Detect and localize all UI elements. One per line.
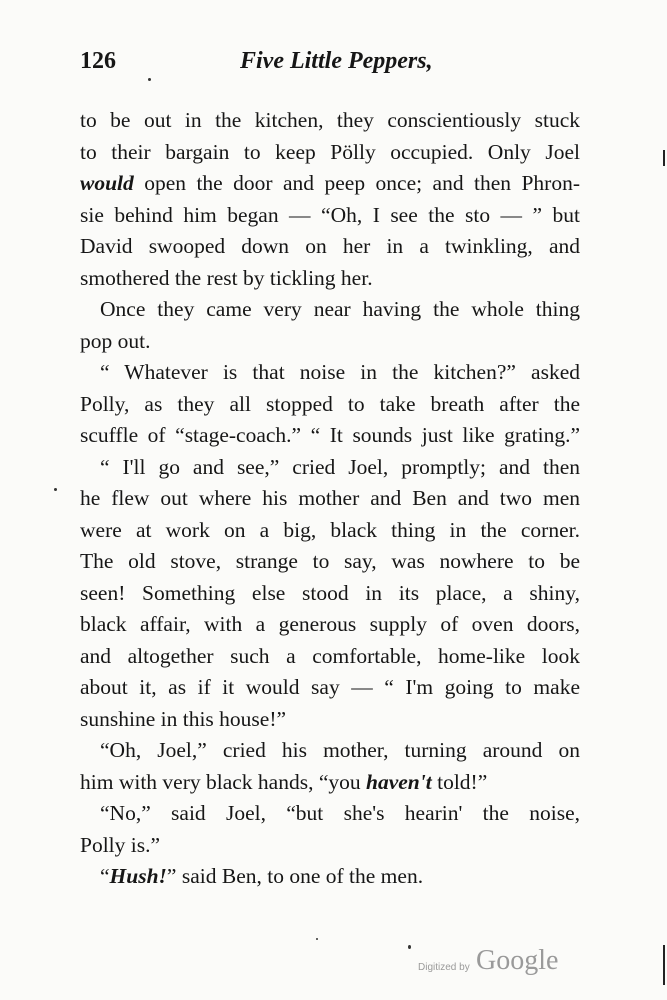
ink-speck bbox=[316, 938, 318, 940]
text-line: “ Whatever is that noise in the kitchen?” asked bbox=[100, 360, 580, 384]
text-line: pop out. bbox=[80, 328, 151, 353]
text-line: sie behind him began — “Oh, I see the sto — ” but bbox=[80, 202, 580, 227]
text-line bbox=[80, 168, 580, 200]
text-line: Polly is.” bbox=[80, 832, 161, 857]
text-line: “ I'll go and see,” cried Joel, promptly; and then bbox=[100, 454, 580, 479]
text-line-end: told!” bbox=[431, 769, 488, 794]
text-line: black affair, with a generous supply of oven doors, bbox=[80, 612, 580, 636]
text-line: scuffle of “stage-coach.” “ It sounds just like grating.” bbox=[80, 423, 580, 447]
text-line: sunshine in this house!” bbox=[80, 706, 287, 731]
text-line: “Oh, Joel,” cried his mother, turning around on bbox=[100, 738, 580, 762]
text-line: Once they came very near having the whole thing bbox=[100, 297, 580, 321]
ink-speck bbox=[408, 945, 411, 949]
text-line: and altogether such a comfortable, home-like look bbox=[80, 643, 580, 668]
text-line: to be out in the kitchen, they conscientiously stuck bbox=[80, 108, 580, 132]
text-line: about it, as if it would say — “ I'm going to make bbox=[80, 675, 580, 699]
text-line: seen! Something else stood in its place, a shiny, bbox=[80, 580, 580, 605]
text-line-end: ” said Ben, to one of the men. bbox=[166, 864, 424, 888]
text-line-rest: open the door and peep once; and then Phron- bbox=[133, 171, 580, 195]
digitized-by-watermark bbox=[418, 945, 578, 985]
body-text bbox=[80, 105, 580, 893]
edge-mark bbox=[663, 150, 665, 166]
ink-speck bbox=[54, 488, 57, 491]
text-line: “No,” said Joel, “but she's hearin' the noise, bbox=[100, 801, 580, 825]
text-line: to their bargain to keep Pölly occupied. Only Joel bbox=[80, 139, 580, 164]
text-line: smothered the rest by tickling her. bbox=[80, 265, 373, 290]
text-line-start: him with very black hands, “you bbox=[80, 769, 367, 794]
edge-mark bbox=[663, 945, 665, 985]
text-line: The old stove, strange to say, was nowhere to be bbox=[80, 549, 580, 573]
ink-speck bbox=[148, 78, 151, 81]
emphasis-would: would bbox=[80, 171, 134, 195]
text-line: he flew out where his mother and Ben and two men bbox=[80, 486, 580, 510]
text-line: were at work on a big, black thing in the corner. bbox=[80, 517, 580, 542]
emphasis-hush: Hush! bbox=[109, 864, 167, 888]
page-number: 126 bbox=[80, 48, 116, 74]
text-line: Polly, as they all stopped to take breath after the bbox=[80, 391, 580, 416]
text-line bbox=[80, 767, 580, 799]
text-line: David swooped down on her in a twinkling, and bbox=[80, 234, 580, 258]
running-title: Five Little Peppers, bbox=[240, 48, 433, 74]
text-line bbox=[80, 861, 580, 893]
emphasis-havent: haven't bbox=[366, 769, 432, 794]
page-header bbox=[80, 48, 605, 80]
text-line-start: “ bbox=[100, 864, 110, 888]
google-logo: Google bbox=[476, 945, 559, 976]
digitized-by-label: Digitized by bbox=[418, 962, 470, 973]
